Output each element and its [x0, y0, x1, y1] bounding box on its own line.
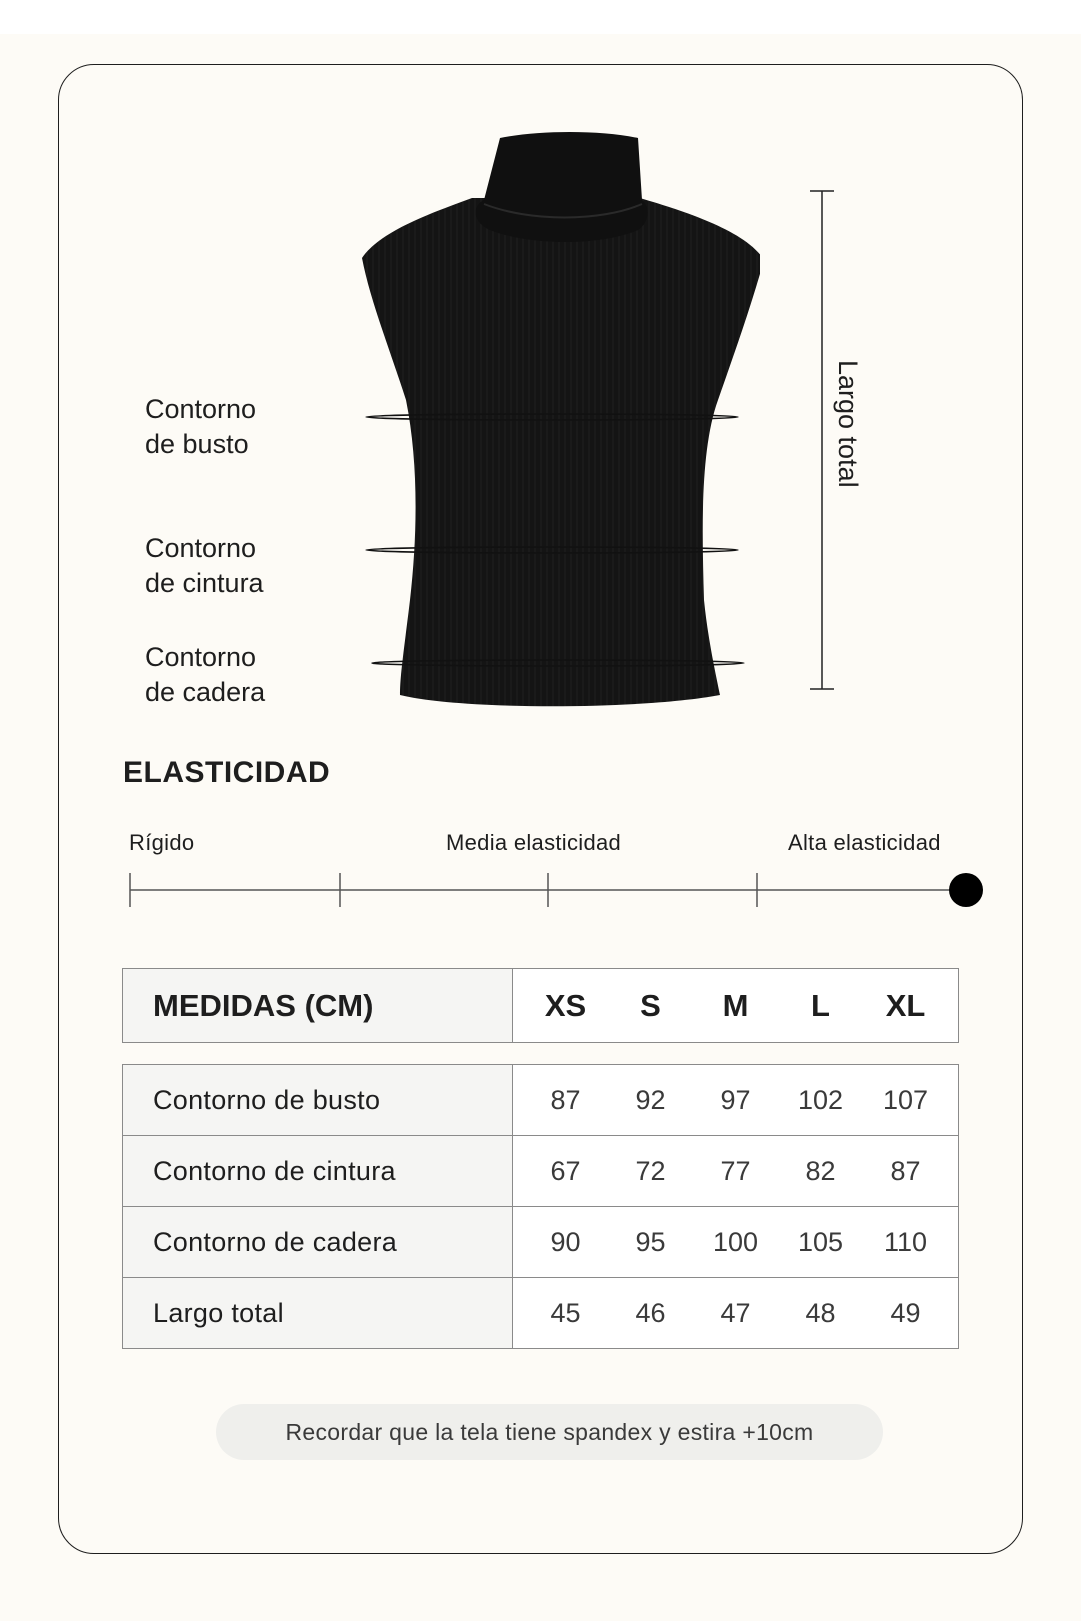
- row-label-waist: Contorno de cintura: [123, 1136, 513, 1207]
- table-cell: 47: [720, 1297, 751, 1328]
- elasticity-title: ELASTICIDAD: [123, 756, 331, 789]
- bust-label-line-1: Contorno: [145, 394, 257, 424]
- row-values-hip: [513, 1207, 959, 1278]
- table-cell: 45: [550, 1297, 581, 1328]
- table-header-label: MEDIDAS (CM): [123, 969, 513, 1043]
- garment-collar: [476, 132, 648, 242]
- table-cell: 105: [797, 1226, 844, 1257]
- size-xs: XS: [544, 987, 587, 1023]
- row-values-length: [513, 1278, 959, 1349]
- row-label-length: Largo total: [123, 1278, 513, 1349]
- garment-body: [362, 198, 760, 706]
- size-table-header: [122, 968, 959, 1043]
- top-band: [0, 0, 1081, 34]
- waist-label: [145, 531, 264, 601]
- table-cell: 46: [635, 1297, 666, 1328]
- elasticity-label-medium: Media elasticidad: [446, 830, 622, 855]
- row-label-hip: Contorno de cadera: [123, 1207, 513, 1278]
- size-m: M: [722, 987, 749, 1023]
- elasticity-label-high: Alta elasticidad: [788, 830, 941, 855]
- row-values-bust: [513, 1065, 959, 1136]
- table-cell: 102: [797, 1084, 844, 1115]
- elasticity-label-rigid: Rígido: [129, 830, 195, 855]
- size-l: L: [811, 987, 830, 1023]
- size-s: S: [640, 987, 661, 1023]
- hip-label-line-2: de cadera: [145, 677, 266, 707]
- table-cell: 110: [883, 1226, 928, 1257]
- table-cell: 67: [550, 1155, 581, 1186]
- table-row: [123, 1207, 959, 1278]
- spandex-note: Recordar que la tela tiene spandex y estira +10cm: [216, 1404, 883, 1460]
- table-cell: 100: [712, 1226, 759, 1257]
- size-xl: XL: [885, 987, 926, 1023]
- elasticity-marker: [949, 873, 983, 907]
- row-label-bust: Contorno de busto: [123, 1065, 513, 1136]
- table-row: [123, 1278, 959, 1349]
- table-cell: 82: [805, 1155, 836, 1186]
- row-values-waist: [513, 1136, 959, 1207]
- table-cell: 87: [890, 1155, 921, 1186]
- waist-label-line-2: de cintura: [145, 568, 264, 598]
- elasticity-scale: [118, 868, 988, 912]
- length-label: Largo total: [833, 360, 863, 488]
- bust-label: [145, 392, 256, 462]
- table-row: [123, 1065, 959, 1136]
- hip-label: [145, 640, 265, 710]
- table-cell: 97: [720, 1084, 751, 1115]
- bust-label-line-2: de busto: [145, 429, 249, 459]
- hip-label-line-1: Contorno: [145, 642, 257, 672]
- table-cell: 48: [805, 1297, 836, 1328]
- table-cell: 92: [635, 1084, 666, 1115]
- table-cell: 87: [550, 1084, 581, 1115]
- table-cell: 49: [890, 1297, 921, 1328]
- table-cell: 72: [635, 1155, 666, 1186]
- table-cell: 107: [882, 1084, 929, 1115]
- length-measure-rule: [810, 190, 834, 690]
- waist-label-line-1: Contorno: [145, 533, 257, 563]
- table-header-sizes: [513, 969, 959, 1043]
- table-cell: 77: [720, 1155, 751, 1186]
- table-cell: 90: [550, 1226, 581, 1257]
- table-cell: 95: [635, 1226, 666, 1257]
- table-row: [123, 1136, 959, 1207]
- size-table-body: [122, 1064, 959, 1349]
- turtleneck-top-illustration: [340, 130, 760, 730]
